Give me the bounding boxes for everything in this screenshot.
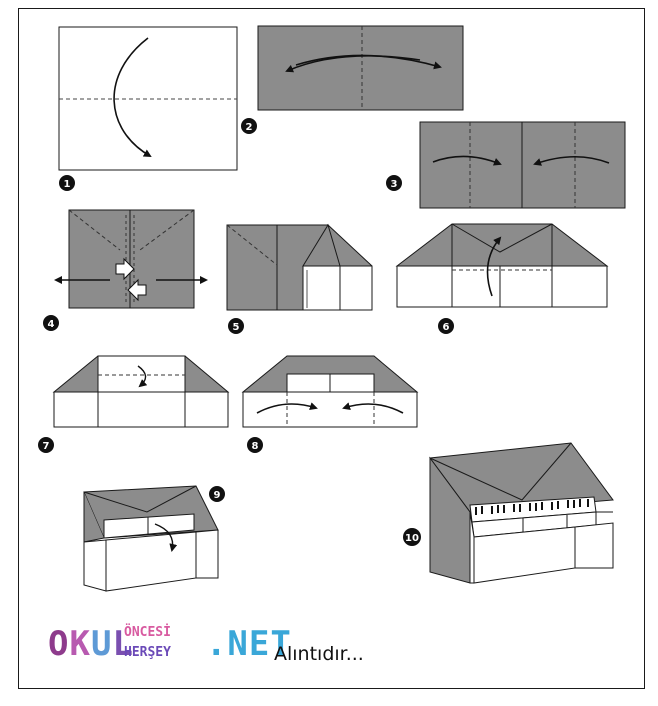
okuloncesi-logo bbox=[48, 624, 292, 664]
step-7-number bbox=[38, 437, 54, 453]
step-7-figure bbox=[54, 356, 228, 427]
step-1-number bbox=[59, 175, 75, 191]
svg-text:2: 2 bbox=[245, 122, 253, 133]
step-4-figure bbox=[56, 210, 206, 308]
step-6-number bbox=[438, 318, 454, 334]
logo-letter: U bbox=[90, 624, 113, 664]
step-2-number bbox=[241, 118, 257, 134]
source-credit: Alıntıdır... bbox=[274, 643, 364, 665]
svg-text:3: 3 bbox=[390, 179, 398, 190]
logo-bottom-word: HERŞEY bbox=[124, 645, 171, 660]
step-3-figure bbox=[420, 122, 625, 208]
svg-text:5: 5 bbox=[232, 322, 240, 333]
svg-text:10: 10 bbox=[405, 533, 419, 544]
step-8-number bbox=[247, 437, 263, 453]
logo-letter: L bbox=[112, 624, 134, 664]
step-9-figure bbox=[84, 486, 218, 591]
step-9-number bbox=[209, 486, 225, 502]
svg-text:1: 1 bbox=[63, 179, 71, 190]
logo-letter: K bbox=[69, 624, 91, 664]
svg-text:6: 6 bbox=[442, 322, 450, 333]
logo-suffix: .NET bbox=[205, 624, 292, 664]
svg-text:7: 7 bbox=[42, 441, 50, 452]
svg-text:4: 4 bbox=[47, 319, 55, 330]
step-8-figure bbox=[243, 356, 417, 427]
step-4-number bbox=[43, 315, 59, 331]
logo-letter: O bbox=[48, 624, 70, 664]
step-6-figure bbox=[397, 224, 607, 307]
logo-top-word: ÖNCESİ bbox=[124, 625, 171, 640]
svg-text:9: 9 bbox=[213, 490, 221, 501]
step-5-number bbox=[228, 318, 244, 334]
svg-text:8: 8 bbox=[251, 441, 259, 452]
step-1-figure bbox=[59, 27, 237, 170]
step-5-figure bbox=[227, 225, 372, 310]
step-10-figure bbox=[430, 443, 613, 583]
step-2-figure bbox=[258, 26, 463, 110]
step-10-number bbox=[403, 528, 421, 546]
step-3-number bbox=[386, 175, 402, 191]
